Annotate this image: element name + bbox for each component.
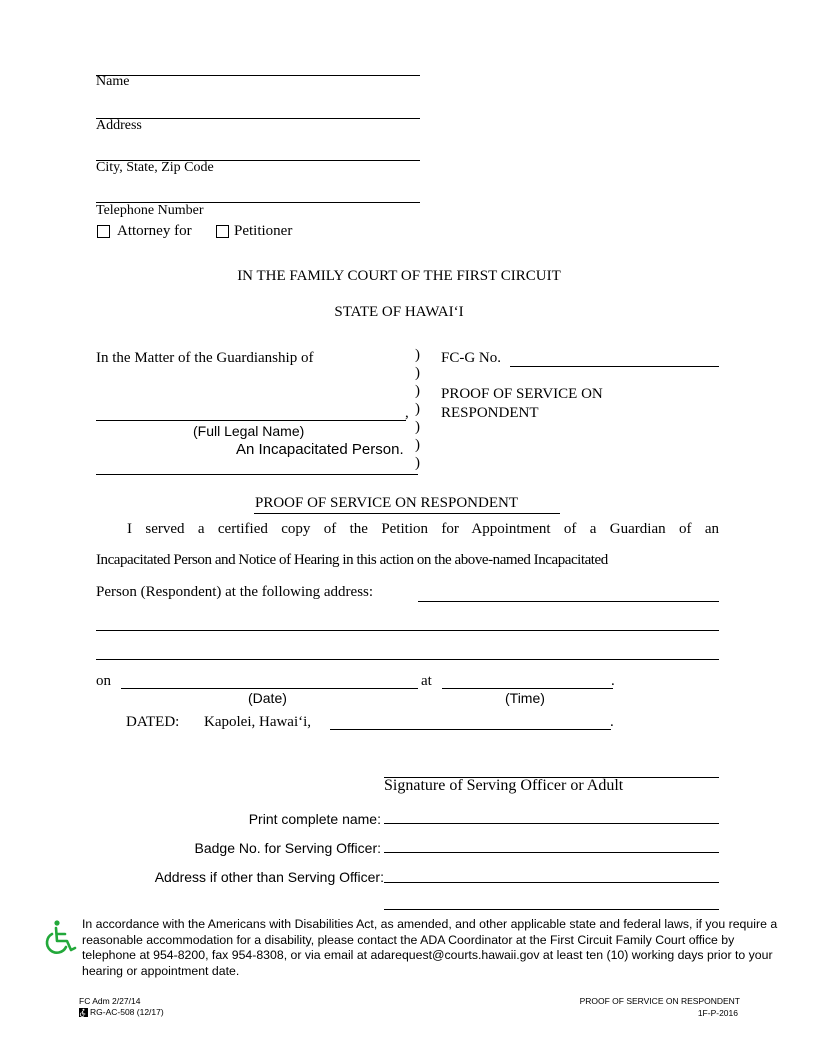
doc-title-line1: PROOF OF SERVICE ON: [441, 386, 603, 402]
signature-label: Signature of Serving Officer or Adult: [384, 777, 624, 794]
fcg-number-line[interactable]: [510, 366, 719, 367]
matter-label: In the Matter of the Guardianship of: [96, 350, 314, 366]
footer-doc-title: PROOF OF SERVICE ON RESPONDENT: [579, 996, 740, 1006]
time-period: .: [611, 673, 615, 689]
service-address-line-1[interactable]: [418, 601, 719, 602]
caption-paren: ): [415, 437, 420, 453]
attorney-checkbox[interactable]: [97, 225, 110, 238]
footer-form-date: FC Adm 2/27/14: [79, 996, 141, 1006]
caption-paren: ): [415, 347, 420, 363]
ada-notice: In accordance with the Americans with Disabilities Act, as amended, and other applicable state and federal laws, if you require a reasonable accommodation for a disability, please contact the ADA Coordinator at the First Circuit Family Court office by telephone at 954-8200, fax 954-8308, or via email at adarequest@courts.hawaii.gov at least ten (10) working days prior to your hearing or appointment date.: [82, 917, 778, 978]
alt-address-line[interactable]: [384, 882, 719, 883]
petitioner-label: Petitioner: [234, 223, 293, 239]
section-heading-underline: [254, 513, 560, 514]
full-legal-name-label: (Full Legal Name): [193, 423, 305, 439]
name-comma: ,: [405, 405, 409, 421]
full-legal-name-line[interactable]: [96, 420, 406, 421]
alt-address-line-2[interactable]: [384, 909, 719, 910]
accessibility-badge-icon: [79, 1008, 88, 1017]
telephone-label: Telephone Number: [96, 203, 204, 218]
body-line-1: I served a certified copy of the Petition for Appointment of a Guardian of an: [127, 521, 719, 537]
caption-paren: ): [415, 401, 420, 417]
court-name: IN THE FAMILY COURT OF THE FIRST CIRCUIT: [237, 268, 561, 284]
body-line-2: Incapacitated Person and Notice of Hearing in this action on the above-named Incapacitated: [96, 552, 608, 568]
service-time-line[interactable]: [442, 688, 613, 689]
incapacitated-person-label: An Incapacitated Person.: [236, 441, 404, 458]
dated-period: .: [610, 714, 614, 730]
service-address-line-3[interactable]: [96, 659, 719, 660]
footer-form-number: 1F-P-2016: [697, 1008, 738, 1018]
footer-form-code: RG-AC-508 (12/17): [90, 1007, 164, 1017]
at-label: at: [421, 673, 432, 689]
attorney-label: Attorney for: [117, 223, 192, 239]
time-label: (Time): [505, 690, 545, 706]
alt-address-label: Address if other than Serving Officer:: [154, 869, 384, 885]
name-line[interactable]: [96, 75, 420, 76]
section-heading: PROOF OF SERVICE ON RESPONDENT: [255, 495, 519, 511]
city-state-zip-label: City, State, Zip Code: [96, 160, 214, 175]
service-date-line[interactable]: [121, 688, 418, 689]
service-address-line-2[interactable]: [96, 630, 719, 631]
on-label: on: [96, 673, 111, 689]
address-line[interactable]: [96, 118, 420, 119]
caption-paren: ): [415, 419, 420, 435]
doc-title-line2: RESPONDENT: [441, 405, 539, 421]
caption-paren: ): [415, 365, 420, 381]
caption-paren: ): [415, 455, 420, 471]
print-name-line[interactable]: [384, 823, 719, 824]
address-label: Address: [96, 118, 142, 133]
fcg-number-label: FC-G No.: [441, 350, 502, 366]
dated-label: DATED:: [126, 714, 180, 730]
print-name-label: Print complete name:: [248, 811, 381, 827]
badge-number-label: Badge No. for Serving Officer:: [194, 840, 381, 856]
body-line-3: Person (Respondent) at the following address:: [96, 584, 374, 600]
dated-place: Kapolei, Hawaiʻi,: [204, 714, 312, 730]
caption-bottom-line: [96, 474, 418, 475]
name-label: Name: [96, 74, 130, 89]
court-state: STATE OF HAWAIʻI: [334, 304, 464, 320]
date-label: (Date): [248, 690, 287, 706]
petitioner-checkbox[interactable]: [216, 225, 229, 238]
caption-paren: ): [415, 383, 420, 399]
dated-date-line[interactable]: [330, 729, 611, 730]
wheelchair-icon: [42, 919, 78, 957]
badge-number-line[interactable]: [384, 852, 719, 853]
